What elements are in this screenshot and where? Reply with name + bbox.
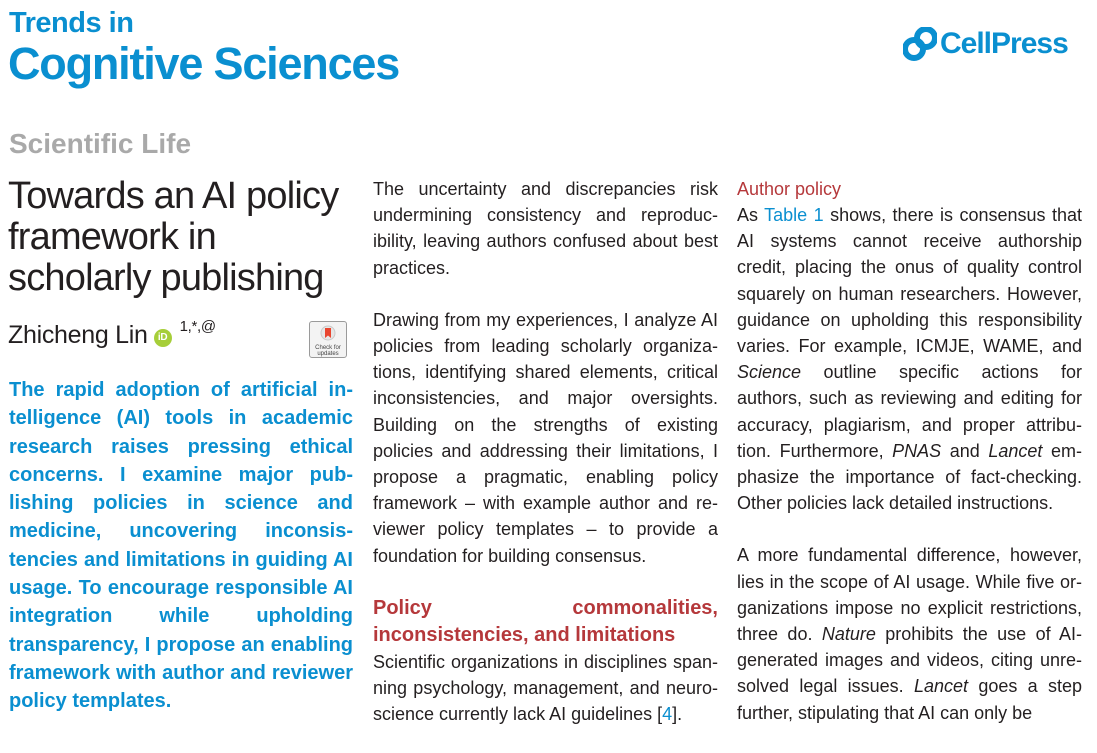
journal-name-line2: Cognitive Sciences xyxy=(8,38,400,89)
text-span: prohibits the use of AI-generated images and videos, citing unresolved legal issues. xyxy=(737,624,1082,697)
reference-link[interactable]: 4 xyxy=(662,704,673,725)
abstract: The rapid adoption of artificial intelligence (AI) tools in academic research raises pressing ethical concerns. I examine major publishing policies in science and medicine, uncovering inconsistencies and limitations in guiding AI usage. To encourage responsible AI integration while upholding transparency, I propose an enabling framework with author and reviewer policy templates. xyxy=(9,379,353,713)
italic-span: PNAS xyxy=(892,440,942,461)
paragraph: The uncertainty and discrepancies risk undermining consistency and reproducibility, leaving authors confused about best practices. xyxy=(373,179,718,278)
cellpress-logo-text: CellPress xyxy=(940,27,1068,60)
text-span: emphasize the importance of fact-checking. Other policies lack detailed instructions. xyxy=(737,440,1082,514)
text-span: outline specific actions for authors, such as reviewing and editing for accuracy, plagiarism, and proper attribution. Furthermore, xyxy=(737,362,1082,461)
badge-line1: Check for xyxy=(315,345,341,351)
subsection-heading: Author policy xyxy=(737,179,842,199)
check-for-updates-text xyxy=(310,345,346,357)
badge-line2: updates xyxy=(317,351,339,357)
text-span: shows, there is consensus that AI systems cannot receive authorship credit, placing the onus of quality control squarely on human researchers. However, guidance on upholding this responsibility varies. For example, ICMJE, WAME, and xyxy=(737,205,1083,357)
orcid-icon[interactable]: iD xyxy=(154,329,172,347)
bookmark-icon xyxy=(320,325,336,343)
paragraph xyxy=(737,542,1082,725)
italic-span: Lancet xyxy=(913,676,969,697)
author-name[interactable]: Zhicheng Lin xyxy=(8,321,148,349)
text-span: goes a step further, stipulating that AI can only be xyxy=(737,676,1082,723)
text-span: Scientific organizations in disciplines spanning psychology, management, and neuroscience currently lack AI guidelines [ xyxy=(373,651,718,725)
text-span: A more fundamental difference, however, lies in the scope of AI usage. While five organizations impose no explicit restrictions, three do. xyxy=(737,545,1082,645)
italic-span: Lancet xyxy=(988,440,1043,461)
body-column-2 xyxy=(373,176,718,753)
table-link[interactable]: Table 1 xyxy=(764,205,824,225)
text-span: and xyxy=(941,440,989,461)
check-for-updates-badge[interactable] xyxy=(309,321,347,358)
paragraph: Drawing from my experiences, I analyze AI policies from leading scholarly organizations, identifying shared elements, critical inconsistencies, and major oversights. Building on the strengths of existing policies and addressing their limitations, I propose a pragmatic, enabling policy framework – with example author and reviewer policy templates – to provide a foundation for building consensus. xyxy=(373,309,718,566)
cellpress-logo-icon xyxy=(903,27,937,61)
section-label: Scientific Life xyxy=(9,128,192,159)
author-affiliation[interactable]: 1,*,@ xyxy=(179,318,216,335)
journal-name-line1: Trends in xyxy=(9,7,134,39)
text-span: ]. xyxy=(672,704,683,725)
cellpress-logo[interactable] xyxy=(903,24,1068,64)
text-span: As xyxy=(737,205,765,225)
italic-span: Science xyxy=(737,362,802,383)
paragraph xyxy=(737,202,1082,516)
italic-span: Nature xyxy=(821,624,876,645)
paragraph xyxy=(373,649,718,728)
body-column-3 xyxy=(737,176,1082,752)
author-line xyxy=(8,318,216,350)
section-heading: Policy commonalities, inconsistencies, and limitations xyxy=(373,596,718,646)
article-title: Towards an AI policy framework in scholarly publishing xyxy=(8,175,339,299)
